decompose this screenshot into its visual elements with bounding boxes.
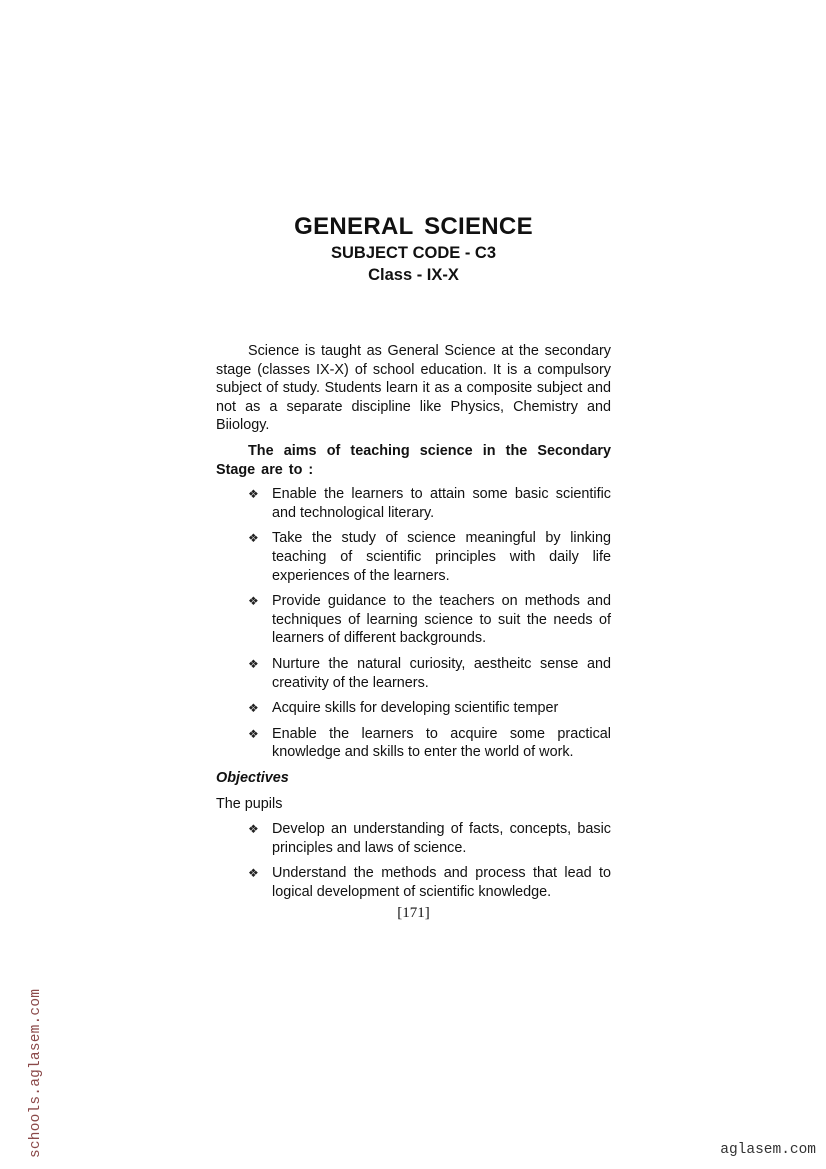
list-item-text: Nurture the natural curiosity, aestheitc sense and creativity of the learners. [272,655,611,691]
list-item [216,820,611,857]
aims-list [216,485,611,762]
diamond-bullet-icon: ❖ [248,656,259,671]
list-item-text: Acquire skills for developing scientific temper [272,700,559,717]
aims-heading: The aims of teaching science in the Secondary Stage are to : [216,442,611,478]
diamond-bullet-icon: ❖ [248,822,259,837]
class-label: Class - IX-X [368,266,459,284]
subject-code: SUBJECT CODE - C3 [330,244,497,262]
diamond-bullet-icon: ❖ [248,866,259,881]
diamond-bullet-icon: ❖ [248,531,259,546]
side-watermark: schools.aglasem.com [28,988,44,1158]
document-title: GENERAL SCIENCE [294,213,533,240]
document-page [216,212,611,922]
diamond-bullet-icon: ❖ [248,594,259,609]
list-item [216,864,611,901]
objectives-heading: Objectives [216,769,289,786]
list-item-text: Develop an understanding of facts, concepts, basic principles and laws of science. [272,821,611,856]
page-number: [171] [397,905,430,922]
pupils-label: The pupils [216,796,283,813]
bottom-watermark: aglasem.com [720,1142,816,1158]
diamond-bullet-icon: ❖ [248,726,259,741]
diamond-bullet-icon: ❖ [248,701,259,716]
list-item [216,529,611,585]
list-item [216,592,611,648]
list-item [216,485,611,522]
list-item-text: Enable the learners to attain some basic scientific and technological literary. [272,486,611,521]
intro-paragraph: Science is taught as General Science at the secondary stage (classes IX-X) of school education. It is a compulsory subject of study. Students learn it as a composite subject and not as a separate discipline like Physics, Chemistry and Biiology. [216,343,611,434]
diamond-bullet-icon: ❖ [248,487,259,502]
list-item-text: Enable the learners to acquire some practical knowledge and skills to enter the world of work. [272,725,611,761]
list-item-text: Take the study of science meaningful by linking teaching of scientific principles with daily life experiences of the learners. [272,530,611,584]
list-item-text: Understand the methods and process that lead to logical development of scientific knowledge. [272,865,611,900]
list-item [216,699,611,718]
list-item [216,655,611,692]
list-item-text: Provide guidance to the teachers on methods and techniques of learning science to suit the needs of learners of different backgrounds. [272,593,611,647]
objectives-list [216,820,611,901]
list-item [216,725,611,762]
